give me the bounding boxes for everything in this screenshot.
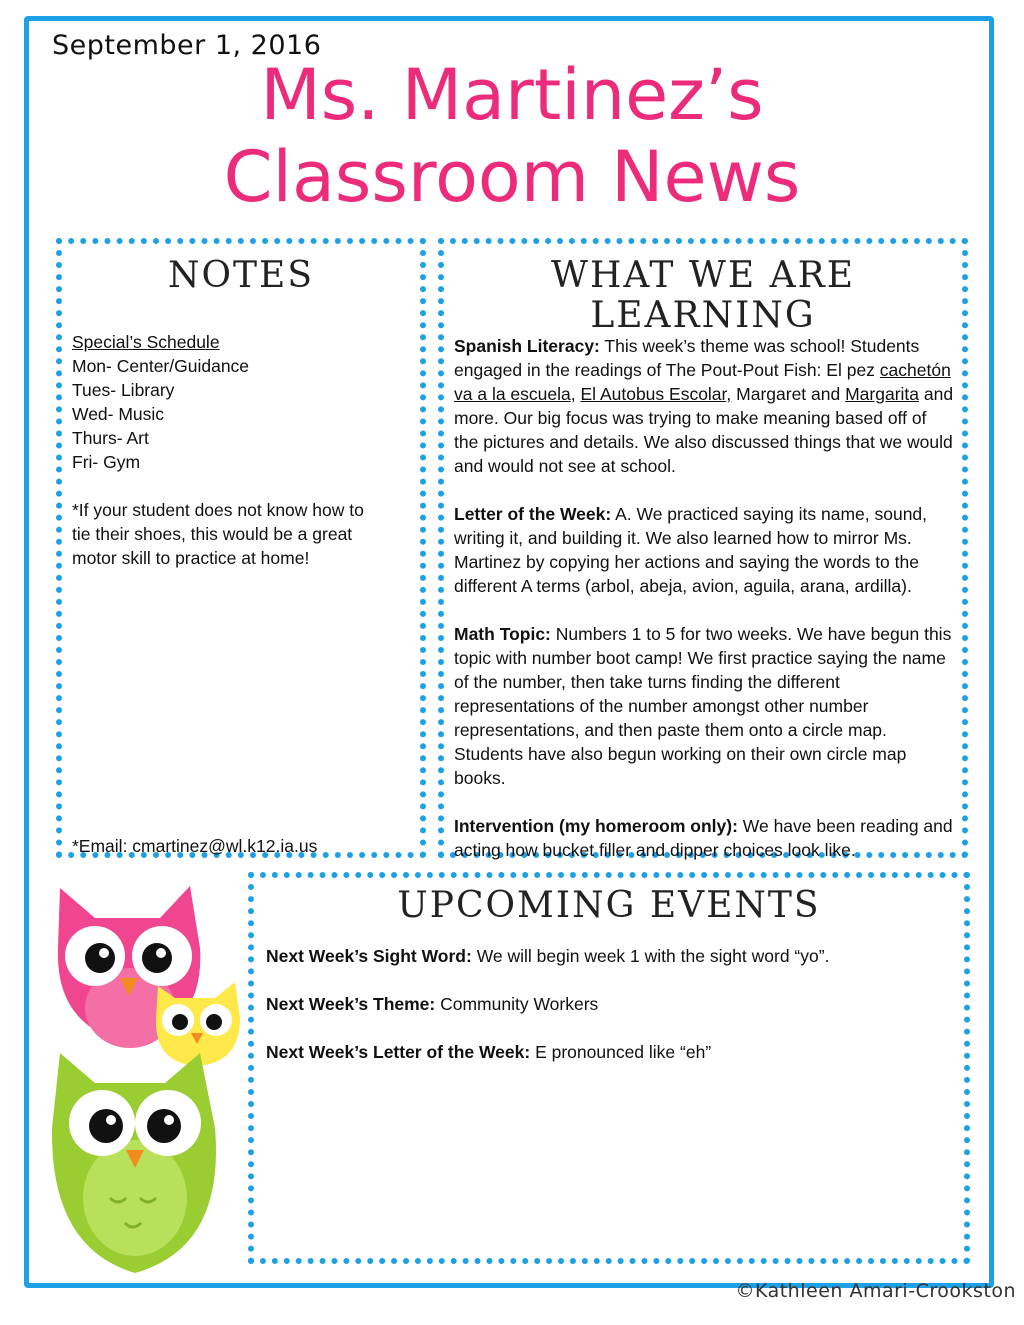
- math-topic-text: Numbers 1 to 5 for two weeks. We have begun this topic with number boot camp! We first practice saying the name of the number, then take turns finding the different representations of the number amongst other number representations, and then paste them onto a circle map. Students have also begun working on their own circle map books.: [454, 624, 952, 788]
- book-title: Margarita: [845, 384, 920, 404]
- math-topic-label: Math Topic:: [454, 624, 551, 644]
- intervention-label: Intervention (my homeroom only):: [454, 816, 738, 836]
- shoe-tip: *If your student does not know how to tie their shoes, this would be a great motor skill to practice at home!: [72, 500, 364, 568]
- schedule-item: Thurs- Art: [72, 428, 149, 448]
- schedule-item: Tues- Library: [72, 380, 175, 400]
- learning-panel: [438, 238, 968, 858]
- event-text: Community Workers: [435, 994, 599, 1014]
- event-label: Next Week’s Sight Word:: [266, 946, 472, 966]
- newsletter-date: September 1, 2016: [52, 30, 322, 61]
- letter-of-week-paragraph: [454, 502, 954, 598]
- event-item: [266, 992, 946, 1016]
- event-label: Next Week’s Theme:: [266, 994, 436, 1014]
- notes-content: [72, 330, 377, 570]
- schedule-item: Mon- Center/Guidance: [72, 356, 250, 376]
- book-title: El Autobus Escolar,: [580, 384, 732, 404]
- spanish-text: ,: [570, 384, 581, 404]
- yellow-owl-icon: [156, 982, 240, 1066]
- teacher-email[interactable]: *Email: cmartinez@wl.k12.ia.us: [72, 836, 318, 856]
- schedule-title: Special’s Schedule: [72, 332, 220, 352]
- events-panel: [248, 872, 970, 1264]
- event-item: [266, 1040, 946, 1064]
- page-title-line2: Classroom News: [223, 136, 801, 218]
- letter-of-week-text: A. We practiced saying its name, sound, writing it, and building it. We also learned how to mirror Ms. Martinez by copying her actions and saying the words to the different A terms (arbol, abeja, avion, aguila, arana, ardilla).: [454, 504, 928, 596]
- letter-of-week-label: Letter of the Week:: [454, 504, 612, 524]
- spanish-literacy-label: Spanish Literacy:: [454, 336, 600, 356]
- spanish-text: and more. Our big focus was trying to make meaning based off of the pictures and details. We also discussed things that we would and would not see at school.: [454, 384, 954, 476]
- spanish-literacy-paragraph: [454, 334, 954, 478]
- schedule-item: Wed- Music: [72, 404, 165, 424]
- learning-heading-line2: LEARNING: [590, 295, 816, 336]
- events-content: [266, 944, 946, 1064]
- events-heading: UPCOMING EVENTS: [397, 885, 821, 926]
- owl-illustration: [40, 878, 250, 1288]
- spanish-text: Margaret and: [731, 384, 846, 404]
- spanish-text: This week’s theme was school! Students engaged in the readings of The Pout-Pout Fish: El pez: [454, 336, 920, 380]
- book-title: cachetón va a la escuela: [454, 360, 951, 404]
- schedule-item: Fri- Gym: [72, 452, 141, 472]
- copyright-notice: ©Kathleen Amari-Crookston: [735, 1280, 1016, 1302]
- event-label: Next Week’s Letter of the Week:: [266, 1042, 531, 1062]
- intervention-paragraph: [454, 814, 954, 862]
- page-title-line1: Ms. Martinez’s: [260, 54, 764, 136]
- learning-content: [454, 334, 954, 862]
- event-item: [266, 944, 946, 968]
- learning-heading-line1: WHAT WE ARE: [551, 255, 855, 296]
- intervention-text: We have been reading and acting how bucket filler and dipper choices look like.: [454, 816, 953, 860]
- event-text: E pronounced like “eh”: [530, 1042, 712, 1062]
- notes-heading: NOTES: [168, 255, 314, 296]
- notes-panel: [56, 238, 426, 858]
- green-owl-icon: [52, 1053, 216, 1273]
- event-text: We will begin week 1 with the sight word “yo”.: [471, 946, 830, 966]
- math-topic-paragraph: [454, 622, 954, 790]
